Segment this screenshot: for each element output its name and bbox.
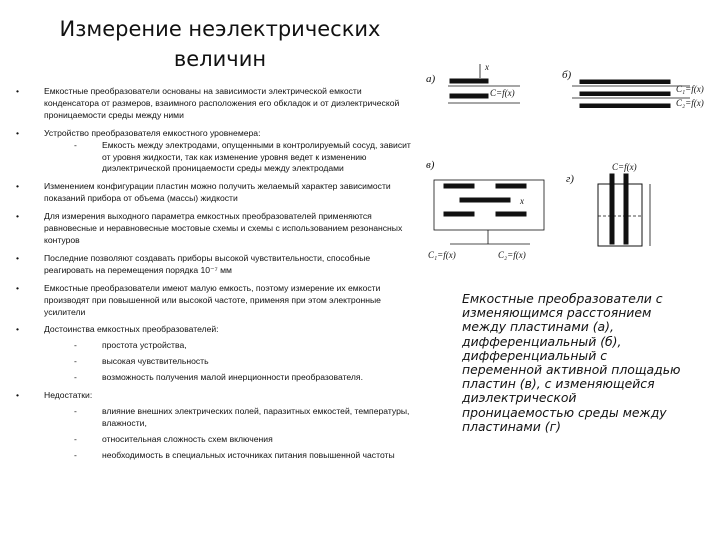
formula-b2: C₂=f(x) [676,98,704,108]
label-v: в) [426,159,435,171]
plate-v1 [444,184,474,188]
sub-item-text: Емкость между электродами, опущенными в контролируемый сосуд, зависит от уровня жидкости, так как изменение уровня ведет к изменению диэлектрической проницаемости среды между электродами [102,139,411,174]
bullet-text: Недостатки: [44,390,93,401]
formula-x-a: x [485,62,489,72]
plate-v5 [496,212,526,216]
bullet-dot-icon: • [16,390,20,401]
bullet-dot-icon: • [16,181,20,192]
sub-item-text: необходимость в специальных источниках питания повышенной частоты [102,449,395,460]
plate-lower-a [450,94,488,98]
bullet-item [16,128,416,176]
sub-item-text: возможность получения малой инерционности преобразователя. [102,372,363,383]
bullet-text: Емкостные преобразователи имеют малую емкость, поэтому измерение их емкости производят при повышенной или высокой частоте, применяя при этом электронные усилители [44,282,381,317]
bullet-text: Последние позволяют создавать приборы высокой чувствительности, способные реагировать на перемещения порядка 10⁻⁷ мм [44,252,371,275]
dash-icon: - [74,356,77,367]
bullet-dot-icon: • [16,211,20,222]
formula-x-v: x [520,196,524,206]
label-b: б) [562,69,572,81]
bullet-dot-icon: • [16,324,20,335]
dash-icon: - [74,340,77,351]
bullet-text: Для измерения выходного параметра емкостных преобразователей применяются равновесные и неравновесные мостовые схемы и схемы с использованием резонансных контуров [44,211,403,245]
slide-title: Измерение неэлектрических величин [59,17,381,71]
dash-icon: - [74,405,77,416]
electrode-g2 [624,174,628,244]
sub-item-text: высокая чувствительность [102,356,209,367]
plate-bottom-b [580,104,670,108]
formula-v2: C₂=f(x) [498,250,526,260]
sub-item [44,406,416,430]
dash-icon: - [74,372,77,383]
sub-item-text: влияние внешних электрических полей, паразитных емкостей, температуры, влажности, [102,405,410,428]
sub-item [44,356,416,368]
formula-g: C=f(x) [612,162,637,172]
bullet-text: Изменением конфигурации пластин можно получить желаемый характер зависимости показаний прибора от объема (массы) жидкости [44,181,391,204]
bullet-text: Устройство преобразователя емкостного уровнемера: [44,127,261,138]
dash-icon: - [74,139,77,150]
sub-item [44,140,416,176]
plate-v3 [460,198,510,202]
bullet-text: Достоинства емкостных преобразователей: [44,324,219,335]
bullet-dot-icon: • [16,127,20,138]
bullet-item [16,390,416,462]
bullet-text: Емкостные преобразователи основаны на зависимости электрической емкости конденсатора от размеров, взаимного расположения его обкладок и от диэлектрической проницаемости среды между ними [44,86,400,120]
label-g: г) [566,173,574,185]
bullet-list [16,86,416,468]
formula-v1: C₁=f(x) [428,250,456,260]
bullet-dot-icon: • [16,86,20,96]
plate-v2 [496,184,526,188]
formula-b1: C₁=f(x) [676,84,704,94]
plate-mid-b [580,92,670,96]
bullet-item [16,253,416,277]
sub-item [44,372,416,384]
sub-item-text: относительная сложность схем включения [102,433,273,444]
electrode-g1 [610,174,614,244]
figure-caption: Емкостные преобразователи с изменяющимся расстоянием между пластинами (а), дифференциальный (б), дифференциальный с переменной активной площадью пластин (в), с изменяющейся диэлектрической проницаемостью среды между пластинами (г) [462,291,681,434]
vessel-g [598,184,642,246]
sub-item-text: простота устройства, [102,340,187,351]
bullet-dot-icon: • [16,282,20,293]
plate-upper-a [450,79,488,83]
capacitive-sensors-diagram [420,58,704,278]
bullet-item [16,86,416,122]
bullet-item [16,181,416,205]
formula-a: C=f(x) [490,88,515,98]
dash-icon: - [74,449,77,460]
capacitive-sensors-figure [420,58,704,278]
sub-item [44,340,416,352]
bullet-item [16,324,416,384]
bullet-item [16,283,416,319]
label-a: а) [426,73,436,85]
bullet-dot-icon: • [16,252,20,263]
plate-top-b [580,80,670,84]
sub-item [44,450,416,462]
dash-icon: - [74,433,77,444]
plate-v4 [444,212,474,216]
bullet-item [16,211,416,247]
sub-item [44,434,416,446]
